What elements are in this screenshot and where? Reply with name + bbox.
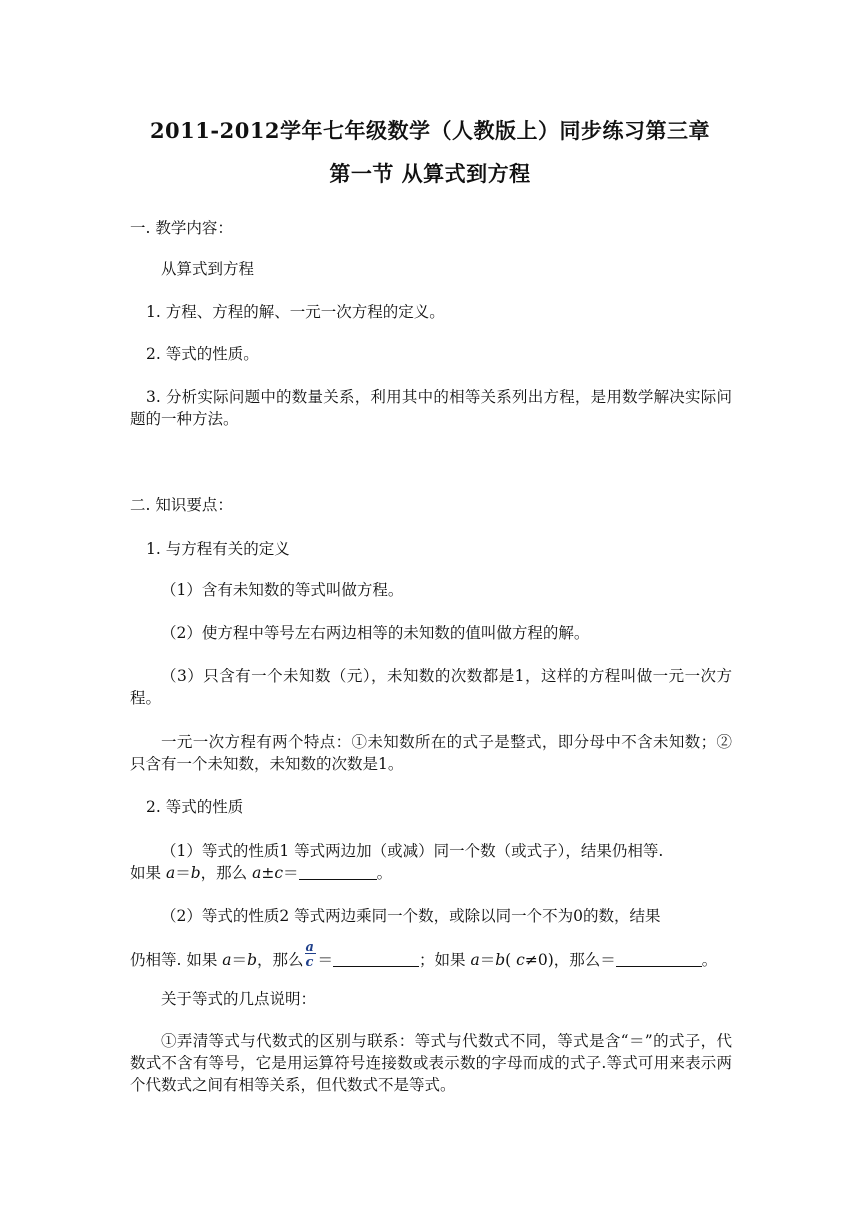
fraction-a-over-c: a c	[305, 940, 314, 970]
section2-heading: 二. 知识要点：	[130, 496, 233, 514]
note-1: ①弄清等式与代数式的区别与联系：等式与代数式不同，等式是含“＝”的式子，代数式不含有等号，它是用运算符号连接数或表示数的字母而成的式子.等式可用来表示两个代数式之间有相等关系，但代数式不是等式。	[130, 1032, 732, 1094]
section1-heading: 一. 教学内容：	[130, 219, 233, 237]
property1-text: （1）等式的性质1 等式两边加（或减）同一个数（或式子），结果仍相等.	[161, 842, 664, 860]
document-title-line1: 2011-2012学年七年级数学（人教版上）同步练习第三章	[149, 118, 711, 143]
section1-subtitle: 从算式到方程	[161, 260, 255, 278]
property2-text: （2）等式的性质2 等式两边乘同一个数，或除以同一个不为0的数，结果	[161, 907, 661, 925]
section2-item1: 1. 与方程有关的定义	[146, 540, 290, 558]
answer-blank-1	[299, 865, 377, 880]
definition-2: （2）使方程中等号左右两边相等的未知数的值叫做方程的解。	[161, 624, 590, 642]
equation-features: 一元一次方程有两个特点：①未知数所在的式子是整式，即分母中不含未知数；②只含有一个未知数，未知数的次数是1。	[130, 733, 732, 773]
notes-heading: 关于等式的几点说明：	[161, 990, 317, 1008]
property1-formula: 如果 a＝b，那么 a±c＝ 。	[130, 864, 393, 882]
section1-item1: 1. 方程、方程的解、一元一次方程的定义。	[146, 303, 445, 321]
document-title-line2: 第一节 从算式到方程	[329, 161, 531, 186]
answer-blank-2	[333, 952, 419, 967]
section1-item2: 2. 等式的性质。	[146, 345, 259, 363]
property2-formula: 仍相等. 如果 a＝b，那么 a c ＝ ；如果 a＝b( c≠0)，那么＝ 。	[130, 943, 717, 973]
definition-1: （1）含有未知数的等式叫做方程。	[161, 581, 404, 599]
definition-3: （3）只含有一个未知数（元），未知数的次数都是1，这样的方程叫做一元一次方程。	[130, 667, 732, 707]
section1-item3: 3. 分析实际问题中的数量关系，利用其中的相等关系列出方程，是用数学解决实际问题的一种方法。	[130, 388, 732, 428]
answer-blank-3	[616, 952, 702, 967]
section2-item2: 2. 等式的性质	[146, 798, 244, 816]
